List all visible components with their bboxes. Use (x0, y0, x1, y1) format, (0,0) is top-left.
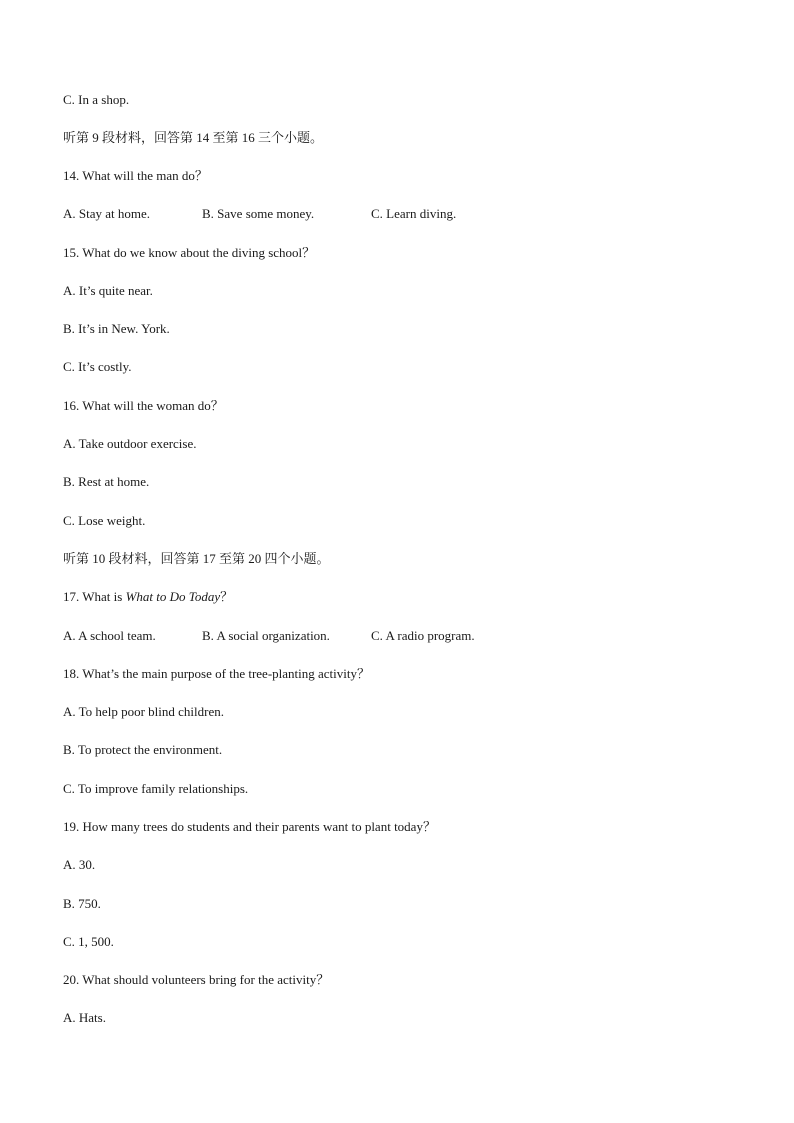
q15-option-c: C. It’s costly. (63, 359, 132, 374)
question-17 (63, 589, 233, 605)
q17-option-c: C. A radio program. (371, 628, 475, 643)
q14-option-c: C. Learn diving. (371, 206, 457, 221)
q20-option-a: A. Hats. (63, 1010, 106, 1025)
section-10-instruction: 听第 10 段材料，回答第 17 至第 20 四个小题。 (63, 551, 330, 566)
section-9-instruction: 听第 9 段材料，回答第 14 至第 16 三个小题。 (63, 130, 324, 145)
question-14-options (63, 206, 456, 222)
question-16: 16. What will the woman do？ (63, 398, 224, 413)
q14-option-b: B. Save some money. (202, 206, 315, 221)
q14-option-a: A. Stay at home. (63, 206, 151, 221)
q13-option-c: C. In a shop. (63, 92, 130, 107)
question-17-options (63, 628, 475, 644)
q17-prefix: 17. What is (63, 589, 126, 604)
q18-option-b: B. To protect the environment. (63, 742, 223, 757)
question-15: 15. What do we know about the diving school？ (63, 245, 316, 260)
q18-option-a: A. To help poor blind children. (63, 704, 224, 719)
q17-program-title: What to Do Today (125, 589, 221, 604)
q15-option-a: A. It’s quite near. (63, 283, 153, 298)
q16-option-c: C. Lose weight. (63, 513, 146, 528)
q17-option-b: B. A social organization. (202, 628, 330, 643)
q19-option-c: C. 1, 500. (63, 934, 114, 949)
q19-option-a: A. 30. (63, 857, 96, 872)
q15-option-b: B. It’s in New. York. (63, 321, 170, 336)
q16-option-b: B. Rest at home. (63, 474, 150, 489)
q16-option-a: A. Take outdoor exercise. (63, 436, 197, 451)
question-18: 18. What’s the main purpose of the tree-planting activity？ (63, 666, 370, 681)
question-19: 19. How many trees do students and their parents want to plant today？ (63, 819, 436, 834)
q17-option-a: A. A school team. (63, 628, 156, 643)
question-20: 20. What should volunteers bring for the activity？ (63, 972, 330, 987)
q17-suffix: ？ (220, 589, 234, 604)
question-14: 14. What will the man do？ (63, 168, 208, 183)
q19-option-b: B. 750. (63, 896, 101, 911)
q18-option-c: C. To improve family relationships. (63, 781, 249, 796)
